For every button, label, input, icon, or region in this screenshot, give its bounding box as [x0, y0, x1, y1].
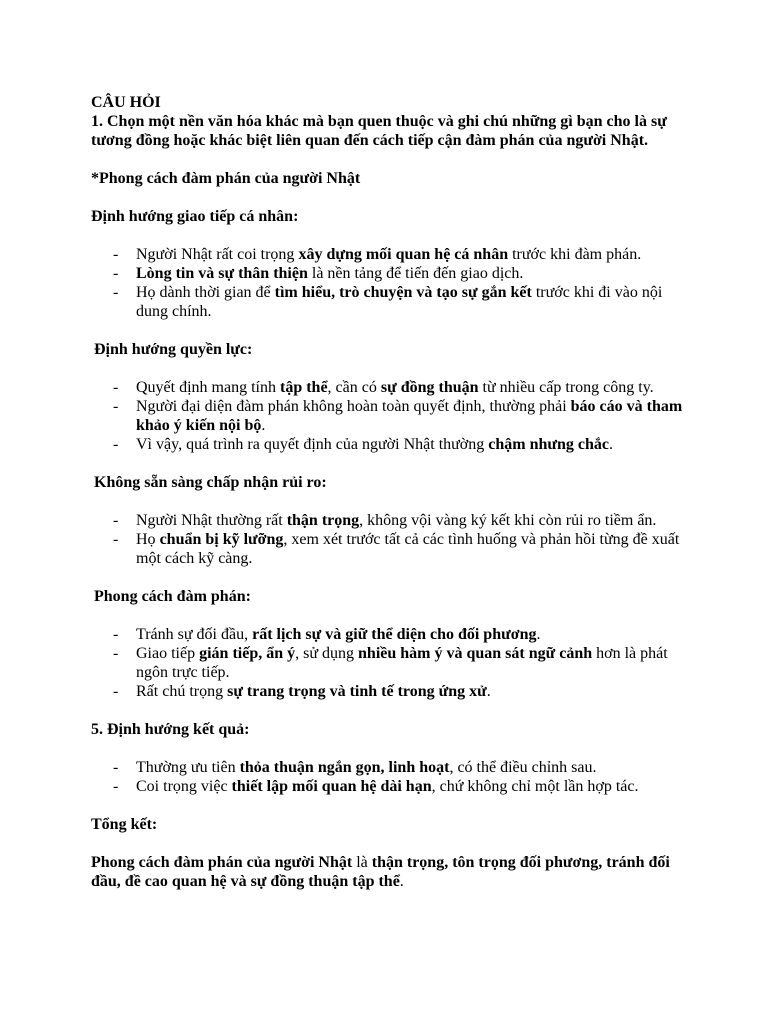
section-title: Định hướng giao tiếp cá nhân: — [91, 208, 299, 225]
list-item: - Tránh sự đối đầu, rất lịch sự và giữ thể diện cho đối phương. — [91, 625, 691, 644]
list-item: - Vì vậy, quá trình ra quyết định của người Nhật thường chậm nhưng chắc. — [91, 435, 691, 454]
list-item: - Giao tiếp gián tiếp, ẩn ý, sử dụng nhiều hàm ý và quan sát ngữ cảnh hơn là phát ngôn trực tiếp. — [91, 644, 691, 682]
list-item: - Người đại diện đàm phán không hoàn toàn quyết định, thường phải báo cáo và tham khảo ý kiến nội bộ. — [91, 397, 691, 435]
intro-heading: *Phong cách đàm phán của người Nhật — [91, 170, 361, 187]
bullet-list — [91, 511, 691, 568]
summary-title: Tổng kết: — [91, 816, 158, 833]
section-title: 5. Định hướng kết quả: — [91, 721, 250, 738]
list-item: - Lòng tin và sự thân thiện là nền tảng để tiến đến giao dịch. — [91, 264, 691, 283]
bullet-list — [91, 758, 691, 796]
bullet-list — [91, 378, 691, 454]
bullet-list — [91, 625, 691, 701]
summary-text: Phong cách đàm phán của người Nhật là thận trọng, tôn trọng đối phương, tránh đối đầu, đề cao quan hệ và sự đồng thuận tập thể. — [91, 854, 670, 890]
question-text: 1. Chọn một nền văn hóa khác mà bạn quen thuộc và ghi chú những gì bạn cho là sự tương đồng hoặc khác biệt liên quan đến cách tiếp cận đàm phán của người Nhật. — [91, 113, 667, 149]
list-item: - Người Nhật thường rất thận trọng, không vội vàng ký kết khi còn rủi ro tiềm ẩn. — [91, 511, 691, 530]
list-item: - Người Nhật rất coi trọng xây dựng mối quan hệ cá nhân trước khi đàm phán. — [91, 245, 691, 264]
list-item: - Coi trọng việc thiết lập mối quan hệ dài hạn, chứ không chỉ một lần hợp tác. — [91, 777, 691, 796]
list-item: - Họ chuẩn bị kỹ lưỡng, xem xét trước tất cả các tình huống và phản hồi từng đề xuất một cách kỹ càng. — [91, 530, 691, 568]
bullet-list — [91, 245, 691, 321]
list-item: - Họ dành thời gian để tìm hiểu, trò chuyện và tạo sự gắn kết trước khi đi vào nội dung chính. — [91, 283, 691, 321]
section-title: Không sẵn sàng chấp nhận rủi ro: — [94, 474, 327, 491]
list-item: - Rất chú trọng sự trang trọng và tinh tế trong ứng xử. — [91, 682, 691, 701]
question-heading: CÂU HỎI — [91, 94, 161, 111]
section-title: Định hướng quyền lực: — [94, 341, 253, 358]
document-page — [91, 93, 691, 891]
list-item: - Thường ưu tiên thỏa thuận ngắn gọn, linh hoạt, có thể điều chỉnh sau. — [91, 758, 691, 777]
list-item: - Quyết định mang tính tập thể, cần có sự đồng thuận từ nhiều cấp trong công ty. — [91, 378, 691, 397]
section-title: Phong cách đàm phán: — [94, 588, 251, 605]
